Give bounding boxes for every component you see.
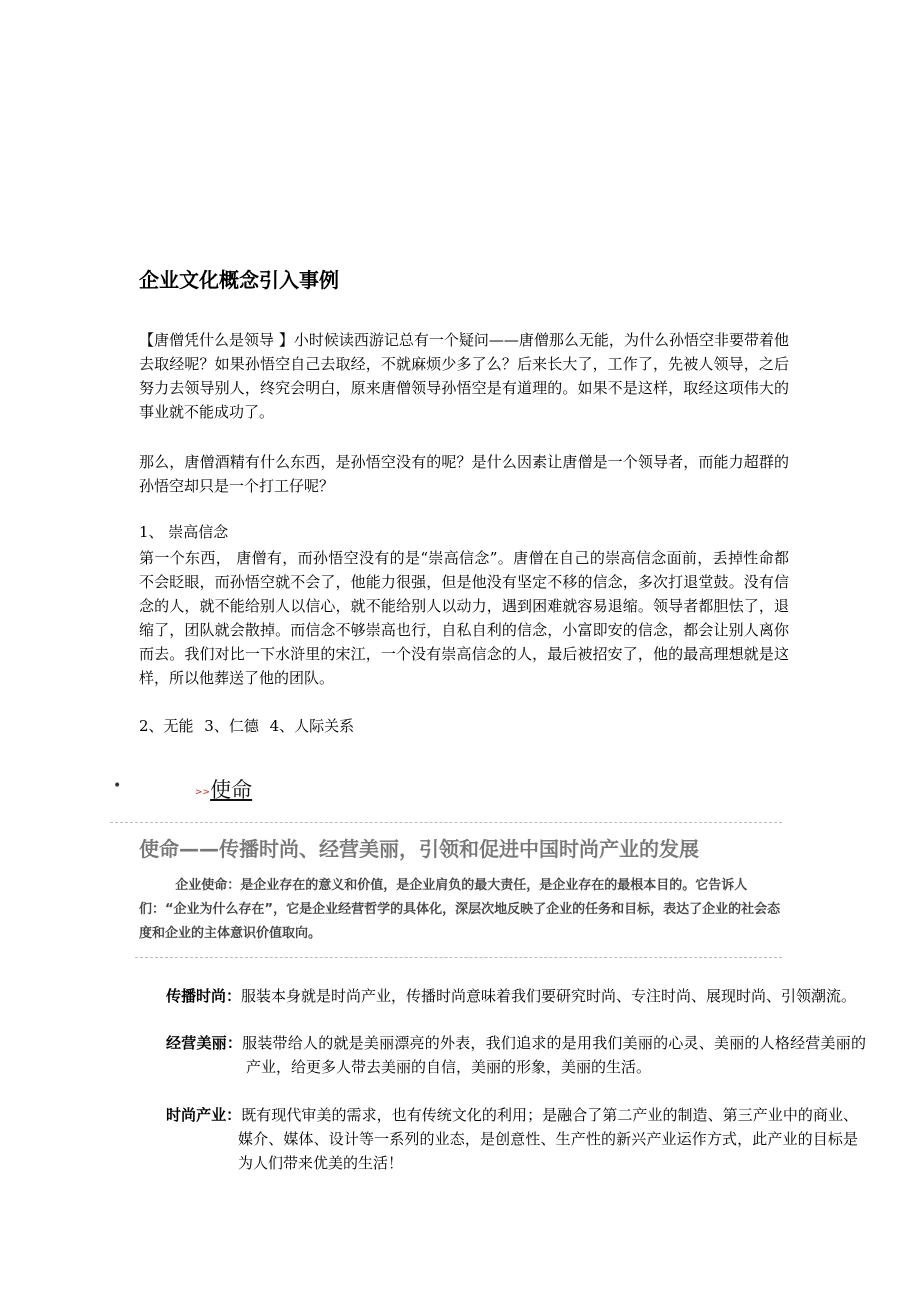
mission-link[interactable]: 使命	[210, 778, 253, 802]
term-label: 传播时尚：	[166, 987, 242, 1005]
term-item	[166, 984, 874, 1008]
mission-intro-text: 企业使命：是企业存在的意义和价值，是企业肩负的最大责任，是企业存在的最根本目的。它告诉人们：“企业为什么存在”，它是企业经营哲学的具体化，深层次地反映了企业的任务和目标，表达了企业的社会态度和企业的主体意识价值取向。	[139, 878, 781, 941]
list-bullet: •	[113, 778, 122, 794]
mission-subtitle: 使命——传播时尚、经营美丽，引领和促进中国时尚产业的发展	[139, 837, 699, 861]
mission-tag[interactable]	[195, 774, 252, 804]
term-text: 既有现代审美的需求，也有传统文化的利用；是融合了第二产业的制造、第三产业中的商业、媒介、媒体、设计等一系列的业态，是创意性、生产性的新兴产业运作方式，此产业的目标是为人们带来优美的生活！	[238, 1106, 858, 1172]
question-paragraph: 那么，唐僧酒精有什么东西，是孙悟空没有的呢？是什么因素让唐僧是一个领导者，而能力超群的孙悟空却只是一个打工仔呢？	[139, 453, 789, 495]
double-arrow-icon: >>	[195, 787, 211, 798]
other-points: 2、无能 3、仁德 4、人际关系	[139, 717, 355, 735]
term-text: 服装本身就是时尚产业，传播时尚意味着我们要研究时尚、专注时尚、展现时尚、引领潮流。	[241, 987, 857, 1005]
term-item	[166, 1031, 866, 1079]
point1-heading: 1、 崇高信念	[139, 523, 229, 541]
term-label: 经营美丽：	[166, 1034, 243, 1052]
term-item	[166, 1103, 858, 1175]
divider-bottom	[135, 957, 782, 958]
document-title: 企业文化概念引入事例	[139, 268, 339, 292]
term-label: 时尚产业：	[166, 1106, 242, 1124]
term-text: 服装带给人的就是美丽漂亮的外表，我们追求的是用我们美丽的心灵、美丽的人格经营美丽的产业，给更多人带去美丽的自信，美丽的形象，美丽的生活。	[242, 1034, 866, 1076]
point1-body: 第一个东西， 唐僧有，而孙悟空没有的是“崇高信念”。唐僧在自己的崇高信念面前，丢掉性命都不会眨眼，而孙悟空就不会了，他能力很强，但是他没有坚定不移的信念，多次打退堂鼓。没有信念的人，就不能给别人以信心，就不能给别人以动力，遇到困难就容易退缩。领导者都胆怯了，退缩了，团队就会散掉。而信念不够崇高也行，自私自利的信念，小富即安的信念，都会让别人离你而去。我们对比一下水浒里的宋江，一个没有崇高信念的人，最后被招安了，他的最高理想就是这样，所以他葬送了他的团队。	[139, 549, 789, 687]
intro-paragraph: 【唐僧凭什么是领导 】小时候读西游记总有一个疑问——唐僧那么无能，为什么孙悟空非要带着他去取经呢？如果孙悟空自己去取经，不就麻烦少多了么？后来长大了，工作了，先被人领导，之后努力去领导别人，终究会明白，原来唐僧领导孙悟空是有道理的。如果不是这样，取经这项伟大的事业就不能成功了。	[139, 331, 789, 421]
mission-intro	[139, 874, 784, 946]
divider-top	[110, 822, 782, 823]
